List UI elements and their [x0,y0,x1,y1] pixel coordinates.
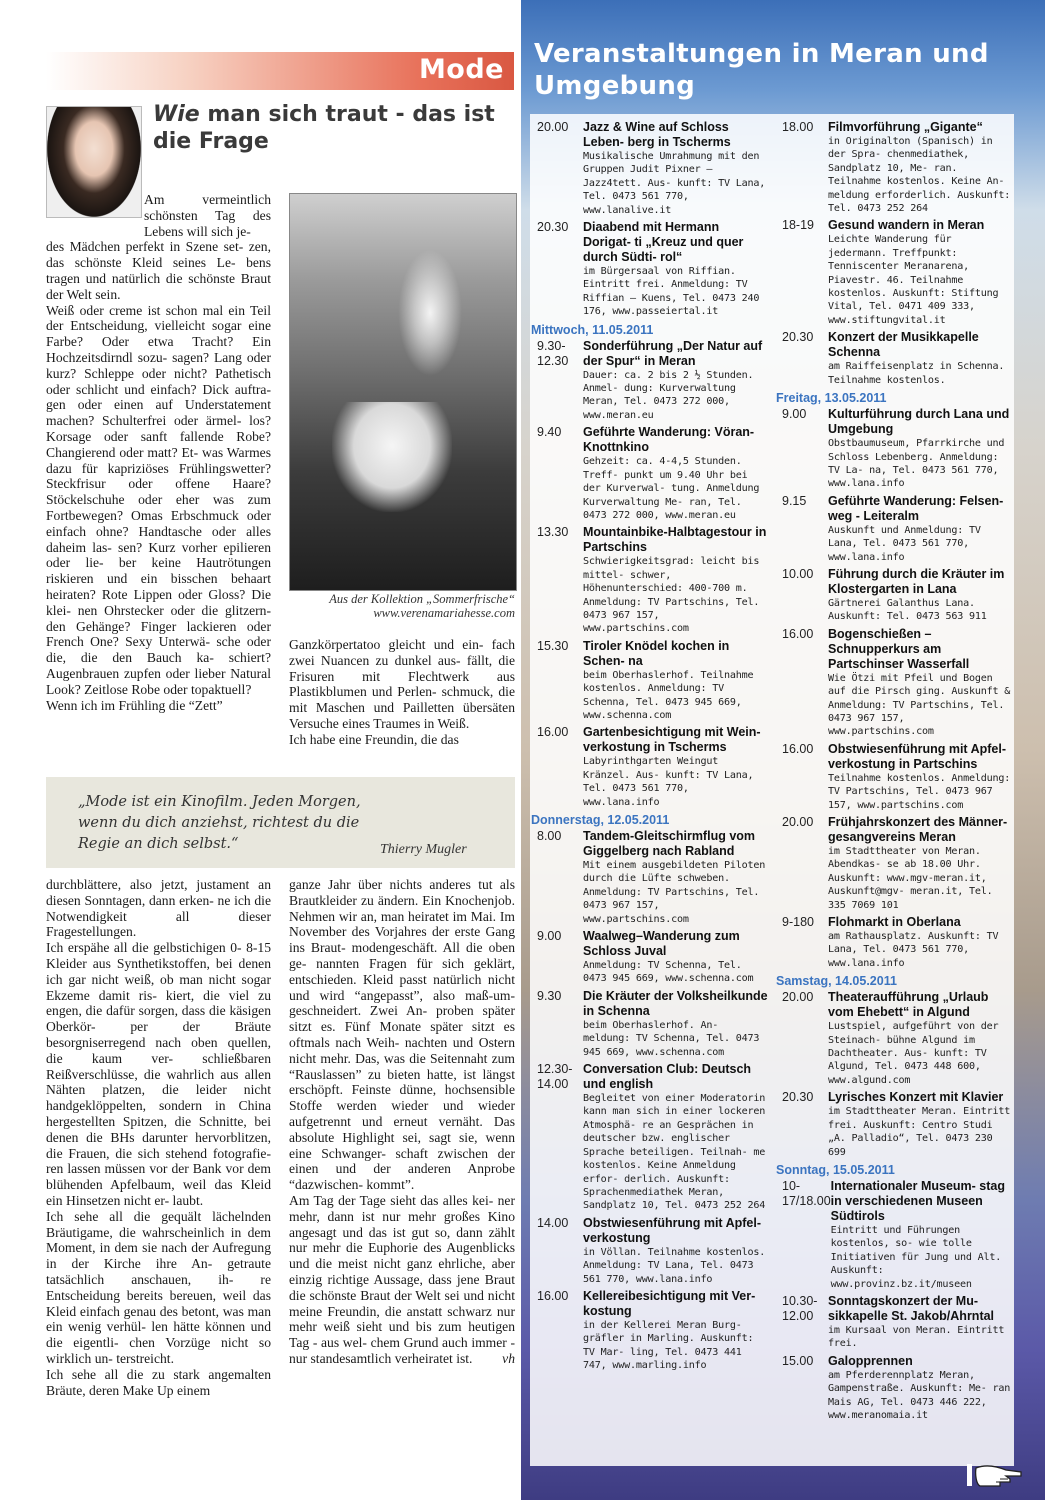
event-body [583,120,769,217]
event-time: 9.15 [782,493,807,508]
event-body [828,330,1012,387]
event-body [583,220,769,319]
bride-photo-dress [332,402,452,512]
event-description: im Stadttheater von Meran. Abendkas- se ab 18.00 Uhr. Auskunft: www.mgv-meran.it, Auskunft@mgv- meran.it, Tel. 335 7069 101 [828,846,993,911]
event-title: Internationaler Museum- stag in verschiedenen Museen Südtirols [830,1178,1005,1223]
event-title: Flohmarkt in Oberlana [828,915,961,930]
event-description: Obstbaumuseum, Pfarrkirche und Schloss Lebenberg. Anmeldung: TV La- na, Tel. 0473 561 770, www.lana.info [828,438,1005,490]
event-title: Conversation Club: Deutsch und english [583,1062,752,1092]
event-item [537,929,769,986]
article-column-2-top [289,637,515,748]
event-description: beim Oberhaslerhof. Teilnahme kostenlos. Anmeldung: TV Schenna, Tel. 0473 945 669, www.schenna.com [583,669,754,721]
event-title: Galopprennen [828,1353,913,1368]
event-item [537,1062,769,1213]
article-headline [153,101,513,155]
event-body [828,1090,1012,1159]
event-title: Frühjahrskonzert des Männer- gesangvereins Meran [828,815,1008,844]
article-column-1-top [46,192,271,713]
event-item [782,742,1012,812]
event-item [782,407,1012,491]
event-time: 10-17/18.00 [782,1178,831,1208]
event-title: Jazz & Wine auf Schloss Leben- berg in Tscherms [583,120,731,149]
event-description: Lustspiel, aufgeführt von der Steinach- bühne Algund im Dachtheater. Aus- kunft: TV Algund, Tel. 0473 448 600, www.algund.com [828,1021,999,1086]
paragraph: durchblättere, also jetzt, justament an diesen Sonntagen, dann erken- ne ich die Notwendigkeit all dieser Fragestellungen. [46,877,271,940]
event-time: 20.30 [782,1090,814,1105]
event-description: Auskunft und Anmeldung: TV Lana, Tel. 0473 561 770, www.lana.info [828,524,981,563]
event-time: 9.30-12.30 [537,338,569,368]
event-date-heading: Donnerstag, 12.05.2011 [531,813,670,827]
event-body [828,567,1012,624]
event-description: Leichte Wanderung für jedermann. Treffpunkt: Tenniscenter Meranarena, Piavestr. 46. Teilnahme kostenlos. Auskunft: Stiftung Vital, Tel. 0471 409 333, www.stiftungvital.it [828,234,999,326]
paragraph: Ich sehe all die zu stark angemalten Bräute, deren Make Up einem [46,1366,271,1398]
event-body [583,639,769,723]
event-time: 16.00 [537,1288,569,1303]
event-body [583,829,769,926]
event-title: Bogenschießen – Schnupperkurs am Partschinser Wasserfall [828,626,970,671]
event-body [828,120,1012,215]
event-date-heading: Samstag, 14.05.2011 [776,974,897,989]
event-time: 14.00 [537,1215,569,1230]
quote-author: Thierry Mugler [380,842,467,857]
event-body [583,339,769,423]
event-description: Anmeldung: TV Schenna, Tel. 0473 945 669, www.schenna.com [583,960,754,985]
paragraph: Am Tag der Tage sieht das alles kei- ner mehr, dann ist nur mehr großes Kino angesagt und das ist gut so, dann zählt nur mehr die Euphorie des Augenblicks und die meist nicht ganz ehrliche, aber einzig richtige Aussage, dass jene Braut die schönste Braut der Welt sei und nicht meine Freundin, die anstatt schwarz nur mehr weiß sieht und bis zum heutigen Tag - aus wel- chem Grund auch immer - nur standesamtlich verheiratet ist. [289,1192,515,1366]
event-title: Gesund wandern in Meran [828,218,985,233]
author-initials: vh [502,1350,515,1366]
event-body [828,407,1012,491]
event-title: Sonderführung „Der Natur auf der Spur“ in Meran [583,338,763,368]
event-description: Teilnahme kostenlos. Anmeldung: TV Partschins, Tel. 0473 967 157, www.partschins.com [828,772,1011,811]
event-item [537,829,769,926]
event-time: 15.30 [537,638,569,653]
event-title: Lyrisches Konzert mit Klavier [828,1090,1004,1105]
event-body [583,989,769,1059]
event-title: Geführte Wanderung: Vöran- Knottnkino [583,425,755,455]
event-description: Labyrinthgarten Weingut Kränzel. Aus- kunft: TV Lana, Tel. 0473 561 770, www.lana.info [583,756,754,808]
event-description: Mit einem ausgebildeten Piloten durch die Lüfte schweben. Anmeldung: TV Partschins, Tel. 0473 967 157, www.partschins.com [583,860,766,925]
event-description: Gehzeit: ca. 4-4,5 Stunden. Treff- punkt um 9.40 Uhr bei der Kurverwal- tung. Anmeldung Kurverwaltung Me- ran, Tel. 0473 272 000, www.meran.eu [583,456,760,521]
event-time: 13.30 [537,525,569,540]
event-body [828,915,1012,970]
event-item [782,218,1012,327]
event-title: Führung durch die Kräuter im Klostergarten in Lana [828,566,1005,596]
event-title: Sonntagskonzert der Mu- sikkapelle St. Jakob/Ahrntal [828,1293,995,1323]
event-date-heading: Mittwoch, 11.05.2011 [531,322,654,337]
event-description: Schwierigkeitsgrad: leicht bis mittel- schwer, Höhenunterschied: 400-700 m. Anmeldung: TV Partschins, Tel. 0473 967 157, www.partschins.com [583,556,760,635]
paragraph: des Mädchen perfekt in Szene set- zen, das schönste Kleid seines Le- bens tragen und natürlich die schönste Braut der Welt sein. [46,239,271,302]
event-body [583,1216,769,1286]
event-title: Geführte Wanderung: Felsen- weg - Leiteralm [828,493,1004,523]
event-item [782,915,1012,970]
event-description: im Stadttheater Meran. Eintritt frei. Auskunft: Centro Studi „A. Palladio“, Tel. 0473 230 699 [828,1106,1011,1158]
event-title: Waalweg–Wanderung zum Schloss Juval [583,929,740,959]
event-time: 9.00 [782,407,807,422]
event-time: 10.30-12.00 [782,1293,818,1323]
event-time: 18.00 [782,120,814,134]
event-description: im Kursaal von Meran. Eintritt frei. [828,1324,1005,1350]
event-body [828,1354,1012,1423]
event-body [828,218,1012,327]
paragraph: Wenn ich im Frühling die “Zett” [46,697,223,713]
event-date-heading: Freitag, 13.05.2011 [776,391,887,406]
event-description: im Bürgersaal von Riffian. Eintritt frei. Anmeldung: TV Riffian – Kuens, Tel. 0473 240 176, www.passeiertal.it [583,266,760,318]
paragraph: Ganzkörpertatoo gleicht und ein- fach zwei Nuancen zu dunkel aus- fällt, die Frisuren mit Flechtwerk aus Plastikblumen und Perlen- schmuck, die mit Maschen und Pailletten übersäten Versuche eines Traumes in Weiß. [289,637,515,731]
event-item [537,339,769,423]
event-description: Dauer: ca. 2 bis 2 ½ Stunden. Anmel- dung: Kurverwaltung Meran, Tel. 0473 272 000, www.meran.eu [583,369,754,421]
event-time: 10.00 [782,566,814,581]
event-description: am Rathausplatz. Auskunft: TV Lana, Tel. 0473 561 770, www.lana.info [828,931,999,969]
event-time: 16.00 [782,741,814,756]
article-column-1-bottom [46,877,271,1398]
event-title: Tandem-Gleitschirmflug vom Giggelberg nach Rabland [583,829,756,858]
event-title: Diaabend mit Hermann Dorigat- ti „Kreuz und quer durch Südti- rol“ [583,220,744,265]
event-title: Konzert der Musikkapelle Schenna [828,330,979,360]
event-item [537,989,769,1059]
event-time: 20.00 [537,120,569,134]
event-description: Eintritt und Führungen kostenlos, so- wie tolle Initiativen für Jung und Alt. Auskunft: www.provinz.bz.it/museen [830,1224,1002,1290]
event-title: Filmvorführung „Gigante“ [828,120,983,134]
event-time: 9-180 [782,915,814,930]
event-time: 20.30 [782,330,814,345]
event-item [537,120,769,217]
event-description: am Pferderennplatz Meran, Gampenstraße. Auskunft: Me- ran Mais AG, Tel. 0473 446 222, www.meranomaia.it [828,1369,1011,1421]
event-date-heading: Sonntag, 15.05.2011 [776,1162,895,1177]
event-item [782,567,1012,624]
event-item [537,1289,769,1373]
event-body [828,990,1012,1087]
event-description: beim Oberhaslerhof. An- meldung: TV Schenna, Tel. 0473 945 669, www.schenna.com [583,1019,760,1058]
headline-text: man sich traut - das ist die Frage [153,102,495,154]
event-time: 12.30-14.00 [537,1062,573,1092]
event-title: Kulturführung durch Lana und Umgebung [828,407,1010,437]
event-title: Obstwiesenführung mit Apfel- verkostung [583,1215,762,1245]
event-item [537,220,769,319]
event-body [828,1294,1012,1351]
event-body [831,1179,1012,1291]
lead-paragraph: Am vermeintlich schönsten Tag des Lebens will sich je- [144,192,271,239]
event-time: 9.00 [537,929,562,944]
event-item [782,1090,1012,1159]
event-time: 20.30 [537,220,569,235]
event-description: Wie Ötzi mit Pfeil und Bogen auf die Pirsch ging. Auskunft & Anmeldung: TV Partschins, Tel. 0473 967 157, www.partschins.com [828,672,1011,738]
section-title: Mode [418,54,504,85]
event-time: 15.00 [782,1353,814,1368]
events-column-1 [531,120,769,1376]
event-item [537,525,769,635]
event-description: in der Kellerei Meran Burg- gräfler in Marling. Auskunft: TV Mar- ling, Tel. 0473 441 747, www.marling.info [583,1319,754,1372]
event-item [782,120,1012,215]
paragraph: Ich erspähe all die gelbstichigen 0- 8-15 Kleider aus Synthetikstoffen, bei denen ich gar nicht weiß, ob man nicht sogar Ekzeme damit ris- kiert, die viel zu engen, die dafür sorgen, dass die käsigen Oberkör- per der Bräute besorgniserregend nach oben quellen, die kaum ver- schließbaren Reißverschlüsse, die wahrlich aus allen Nähten platzen, die leider nicht handgeklöppelten, sondern in China hergestellten Spitzen, die Schnitte, bei denen die BHs darunter hervorblitzen, die Frauen, die sich stehend fotografie- ren lassen müssen vor der Bank vor dem blühenden Apfelbaum, weil das Kleid ein Hinsetzen nicht er- laubt. [46,940,271,1208]
event-body [583,525,769,635]
events-column-2 [776,120,1012,1425]
paragraph: ganze Jahr über nichts anderes tut als Brautkleider zu ändern. Ein Knochenjob. Nehmen wir an, man heiratet im Mai. Im November des Vorjahres der erste Gang ins Braut- modengeschäft. All die oben ge- nannten Fragen für sich geklärt, entschieden. Kleid passt natürlich nicht und wird “angepasst”, also maß-um-geschneidert. Zwei An- proben später sitzt es. Fünf Monate später sitzt es oftmals nach Weih- nachten und Ostern nicht mehr. Das, was die Seitennaht zum “Rauslassen” zu bieten hatte, ist längst erschöpft. Feinste dünne, hochsensible Stoffe werden wieder und wieder aufgetrennt und erneut vernäht. Das absolute Highlight sei, sagt sie, wenn eine Schwanger- schaft zwischen der einen und der anderen Anprobe “dazwischen- kommt”. [289,877,515,1193]
event-time: 16.00 [537,725,569,740]
event-item [782,815,1012,912]
pointing-hand-icon [966,1462,1024,1490]
event-item [537,725,769,809]
event-body [583,725,769,809]
event-title: Obstwiesenführung mit Apfel- verkostung in Partschins [828,741,1007,771]
event-description: Begleitet von einer Moderatorin kann man sich in einer lockeren Atmosphä- re an Gesprächen in deutscher bzw. englischer Sprache beteiligen. Teilnah- me kostenlos. Keine Anmeldung erfor- derlich. Auskunft: Sprachenmediathek Meran, Sandplatz 10, Tel. 0473 252 264 [583,1093,766,1212]
event-body [828,815,1012,912]
event-item [782,1179,1012,1291]
event-time: 16.00 [782,626,814,641]
event-item [782,990,1012,1087]
event-time: 9.40 [537,425,562,440]
headline-emphasis: Wie [153,102,200,127]
event-item [782,1354,1012,1423]
event-body [828,742,1012,812]
event-body [583,929,769,986]
events-title: Veranstaltungen in Meran und Umgebung [534,39,989,101]
section-banner [46,52,514,90]
event-item [537,425,769,522]
event-body [828,494,1012,564]
event-body [828,627,1012,739]
event-description: in Originalton (Spanisch) in der Spra- chenmediathek, Sandplatz 10, Me- ran. Teilnahme kostenlos. Keine An- meldung erforderlich. Auskunft: Tel. 0473 252 264 [828,136,1011,215]
photo-caption-line: www.verenamariahesse.com [373,606,515,620]
event-time: 20.00 [782,815,814,829]
event-item [782,494,1012,564]
event-body [583,1289,769,1373]
event-body [583,425,769,522]
event-title: Theateraufführung „Urlaub vom Ehebett“ in Algund [828,990,989,1020]
event-title: Kellereibesichtigung mit Ver- kostung [583,1288,756,1318]
event-body [583,1062,769,1213]
photo-caption-line: Aus der Kollektion „Sommerfrische“ [329,592,515,606]
event-item [782,330,1012,387]
photo-caption [289,592,515,620]
event-title: Tiroler Knödel kochen in Schen- na [583,638,730,668]
event-description: Gärtnerei Galanthus Lana. Auskunft: Tel. 0473 563 911 [828,597,987,623]
event-title: Die Kräuter der Volksheilkunde in Schenna [583,988,768,1018]
event-title: Gartenbesichtigung mit Wein- verkostung in Tscherms [583,725,761,755]
paragraph: Ich habe eine Freundin, die das [289,731,459,747]
event-item [782,627,1012,739]
event-description: in Völlan. Teilnahme kostenlos. Anmeldung: TV Lana, Tel. 0473 561 770, www.lana.info [583,1246,766,1285]
event-item [782,1294,1012,1351]
event-title: Mountainbike-Halbtagestour in Partschins [583,525,767,555]
article-column-2-bottom [289,877,515,1367]
event-item [537,639,769,723]
event-description: Musikalische Umrahmung mit den Gruppen Judit Pixner – Jazz4tett. Aus- kunft: TV Lana, Tel. 0473 561 770, www.lanalive.it [583,151,766,216]
paragraph: Ich sehe all die gequält lächelnden Bräutigame, die wahrscheinlich in dem Moment, in dem sie nach der Aufregung in der Kirche ihre An- getraute tatsächlich anschauen, ih- re Entscheidung bereits bereuen, weil das Kleid einfach genau des betont, was man ein wenig verhül- len hätte können und die eigentli- chen Vorzüge nicht so wirklich un- terstreicht. [46,1208,271,1366]
bride-photo [289,193,517,591]
event-time: 9.30 [537,988,562,1003]
paragraph: Weiß oder creme ist schon mal ein Teil der Entscheidung, vielleicht sogar eine Farbe? Oder etwa Tracht? Ein Hochzeitsdirndl sozu- sagen? Lang oder kurz? Schleppe oder nicht? Pathetisch oder schlicht und einfach? Dick auftra- gen oder einen auf Understatement machen? Schulterfrei oder ärmel- los? Korsage oder sanft fallende Robe? Changierend oder matt? Et- was Warmes dazu für kapriziöses Frühlingswetter? Steckfrisur oder offene Haare? Stöckelschuhe oder eher was zum Fortbewegen? Omas Erbschmuck oder einfach ohne? Handtasche oder alles daheim las- sen? Kurz vorher epilieren oder lie- ber keine Hautrötungen riskieren und ein bisschen behaart heiraten? Rote Lippen oder Gloss? Die klei- nen Ohrstecker oder die glitzern- den Gehänge? Finger lackieren oder French One? Sexy Unterwä- sche oder die, die den Bauch ka- schiert? Augenbrauen zupfen oder lieber Natural Look? Zeitlose Robe oder topaktuell? [46,302,271,697]
quote-text: „Mode ist ein Kinofilm. Jeden Morgen, wenn du dich anziehst, richtest du die Regie an dich selbst.“ [78,794,361,852]
event-item [537,1216,769,1286]
event-time: 8.00 [537,829,562,843]
event-time: 18-19 [782,218,814,233]
event-time: 20.00 [782,990,814,1005]
event-description: am Raiffeisenplatz in Schenna. Teilnahme kostenlos. [828,361,1005,386]
